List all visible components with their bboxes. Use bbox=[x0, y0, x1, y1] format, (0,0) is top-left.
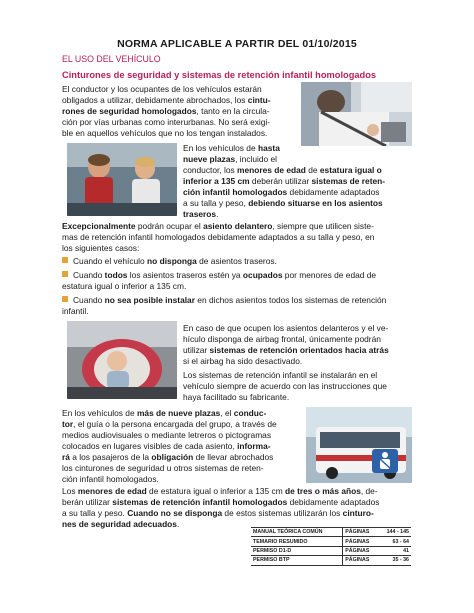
bullet-square bbox=[62, 296, 68, 302]
paragraph-airbag: En caso de que ocupen los asientos delanteros y el ve- hículo disponga de airbag frontal, únicamente podrán utilizar sistemas de retención orientados hacia atrás si el airbag ha sido desactivado. bbox=[183, 323, 389, 366]
table-row: PERMISO BTP PÁGINAS 35 - 36 bbox=[253, 557, 409, 564]
page-header: NORMA APLICABLE A PARTIR DEL 01/10/2015 bbox=[117, 38, 357, 50]
list-item: Cuando el vehículo no disponga de asientos traseros. bbox=[62, 256, 412, 267]
paragraph-exceptions: Excepcionalmente podrán ocupar el asiento delantero, siempre que utilicen siste- mas de retención infantil homologados debidamente adaptados a su talla y peso, en los siguientes casos: bbox=[62, 221, 375, 253]
seatbelt-photo bbox=[301, 82, 412, 146]
table-row: TEMARIO RESUMIDO PÁGINAS 63 - 64 bbox=[253, 538, 409, 545]
section-subtitle: Cinturones de seguridad y sistemas de retención infantil homologados bbox=[62, 70, 377, 80]
paragraph-installation: Los sistemas de retención infantil se instalarán en el vehículo siempre de acuerdo con las instrucciones que haya facilitado su fabricante. bbox=[183, 370, 387, 402]
table-row: MANUAL TEÓRICA COMÚN PÁGINAS 144 - 145 bbox=[253, 529, 409, 536]
seatbelt-pictogram bbox=[372, 449, 398, 473]
baby-seat-photo bbox=[67, 321, 177, 399]
paragraph-children: En los vehículos de hasta nueve plazas, incluido el conductor, los menores de edad de estatura igual o inferior a 135 cm deberán utilizar sistemas de reten- ción infantil homologados debidamente adaptados a su talla y peso, debiendo situarse en los asientos traseros. bbox=[183, 143, 386, 219]
bus-photo bbox=[306, 407, 412, 483]
references-table bbox=[251, 527, 411, 566]
table-row: PERMISO D1-D PÁGINAS 41 bbox=[253, 547, 409, 554]
children-backseat-photo bbox=[67, 143, 177, 216]
list-item: Cuando todos los asientos traseros estén ya ocupados por menores de edad de estatura igual o inferior a 135 cm. bbox=[62, 270, 377, 291]
section-title: EL USO DEL VEHÍCULO bbox=[62, 54, 161, 64]
paragraph-buses: En los vehículos de más de nueve plazas, el conduc- tor, el guía o la persona encargada del grupo, a través de medios audiovisuales o mediante letreros o pictogramas colocados en lugares visibles de cada asiento, informa- rá a los pasajeros de la obligación de llevar abrochados los cinturones de seguridad u otros sistemas de reten- ción infantil homologados. bbox=[62, 408, 277, 484]
bullet-square bbox=[62, 257, 68, 263]
seatbelt-icon bbox=[372, 449, 398, 473]
paragraph-seatbelts: El conductor y los ocupantes de los vehículos estarán obligados a utilizar, debidamente abrochados, los cintu- rones de seguridad homologados, tanto en la circula- ción por vías urbanas como interurbanas. No será exigi- ble en aquellos vehículos que no los tengan instalados. bbox=[62, 84, 271, 138]
paragraph-older-children: Los menores de edad de estatura igual o inferior a 135 cm de tres o más años, de- berán utilizar sistemas de retención infantil homologados debidamente adaptados a su talla y peso. Cuando no se disponga de estos sistemas utilizarán los cinturo- nes de seguridad adecuados. bbox=[62, 486, 380, 529]
bullet-square bbox=[62, 271, 68, 277]
list-item: Cuando no sea posible instalar en dichos asientos todos los sistemas de retención infantil. bbox=[62, 295, 387, 316]
